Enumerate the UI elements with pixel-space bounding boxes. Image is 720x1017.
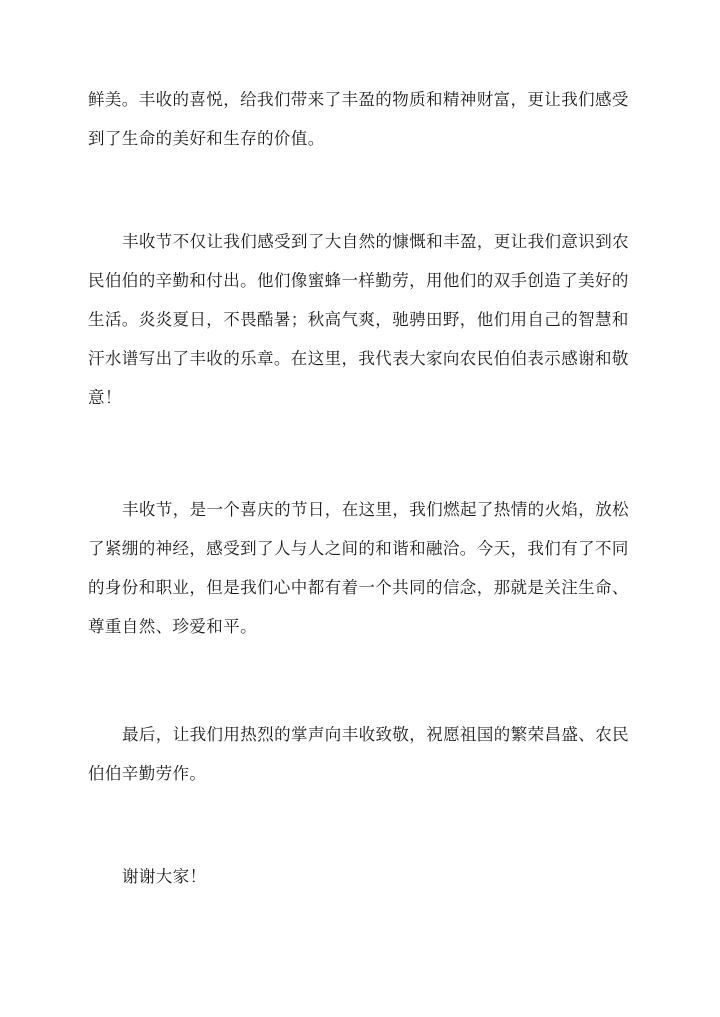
text-line: 最后，让我们用热烈的掌声向丰收致敬，祝愿祖国的繁荣昌盛、农民 bbox=[122, 725, 629, 744]
text-line: 民伯伯的辛勤和付出。他们像蜜蜂一样勤劳，用他们的双手创造了美好的 bbox=[88, 271, 629, 290]
text-line: 到了生命的美好和生存的价值。 bbox=[88, 129, 325, 148]
text-line: 的身份和职业，但是我们心中都有着一个共同的信念，那就是关注生命、 bbox=[88, 578, 629, 597]
text-line: 伯伯辛勤劳作。 bbox=[88, 764, 207, 783]
paragraph-farmers-gratitude bbox=[88, 222, 640, 417]
text-line: 鲜美。丰收的喜悦，给我们带来了丰盈的物质和精神财富，更让我们感受 bbox=[88, 90, 629, 109]
paragraph-festival-harmony bbox=[88, 490, 640, 646]
paragraph-continuation bbox=[88, 80, 640, 158]
paragraph-thanks bbox=[88, 857, 640, 896]
paragraph-closing-wishes bbox=[88, 715, 640, 793]
text-line: 了紧绷的神经，感受到了人与人之间的和谐和融洽。今天，我们有了不同 bbox=[88, 539, 629, 558]
text-line: 丰收节，是一个喜庆的节日，在这里，我们燃起了热情的火焰，放松 bbox=[122, 500, 629, 519]
text-line: 意！ bbox=[88, 388, 122, 407]
text-line: 丰收节不仅让我们感受到了大自然的慷慨和丰盈，更让我们意识到农 bbox=[122, 232, 629, 251]
text-line: 谢谢大家！ bbox=[122, 867, 207, 886]
text-line: 生活。炎炎夏日，不畏酷暑；秋高气爽，驰骋田野，他们用自己的智慧和 bbox=[88, 310, 629, 329]
text-line: 尊重自然、珍爱和平。 bbox=[88, 617, 257, 636]
text-line: 汗水谱写出了丰收的乐章。在这里，我代表大家向农民伯伯表示感谢和敬 bbox=[88, 349, 629, 368]
